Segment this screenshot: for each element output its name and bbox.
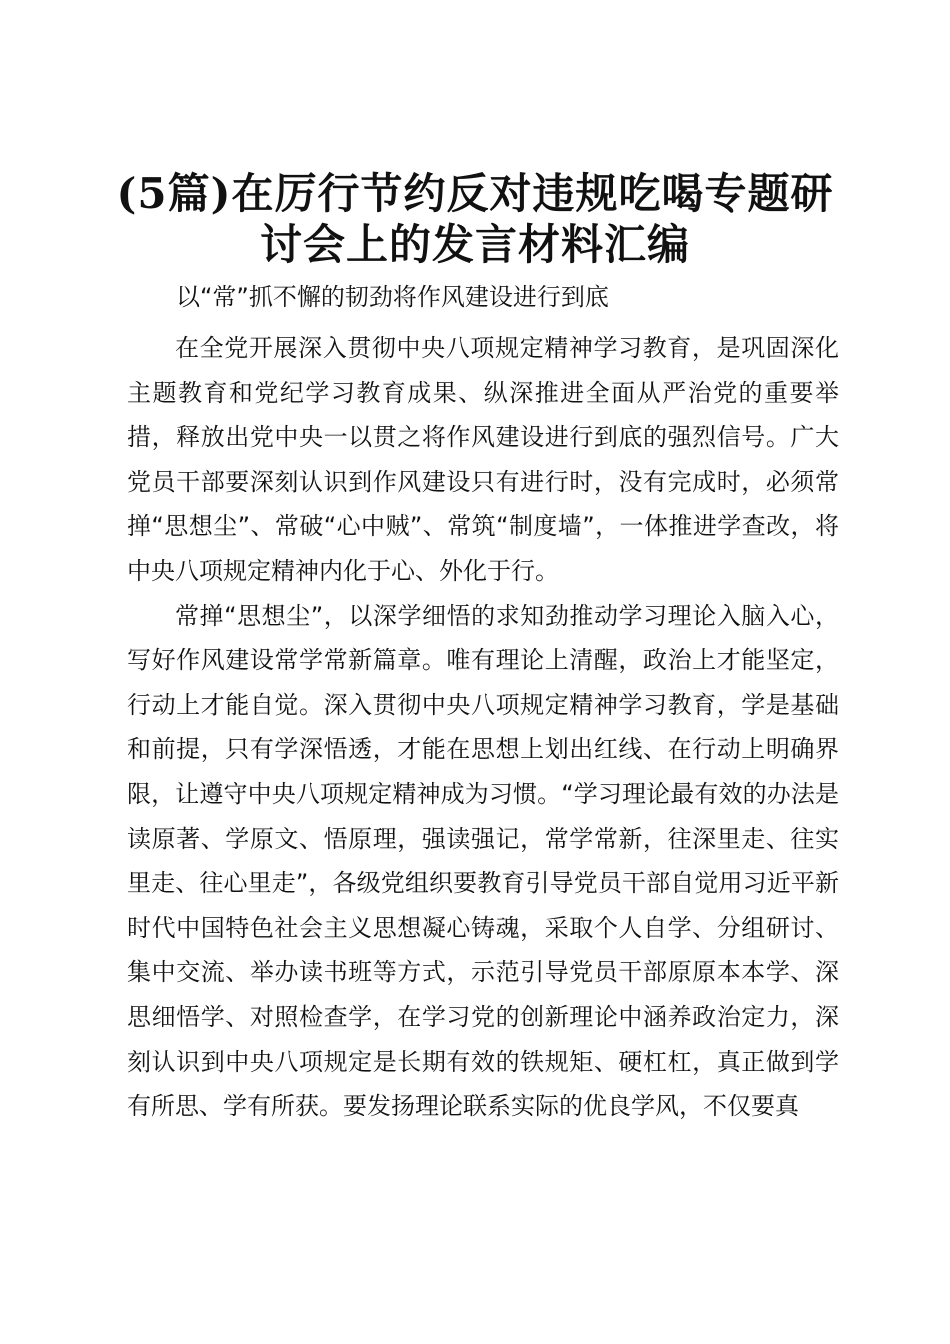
document-body [127,326,839,1129]
paragraph-1: 在全党开展深入贯彻中央八项规定精神学习教育，是巩固深化主题教育和党纪学习教育成果、纵深推进全面从严治党的重要举措，释放出党中央一以贯之将作风建设进行到底的强烈信号。广大党员干部要深刻认识到作风建设只有进行时，没有完成时，必须常掸“思想尘”、常破“心中贼”、常筑“制度墙”，一体推进学查改，将中央八项规定精神内化于心、外化于行。 [127,334,839,585]
paragraph-2: 常掸“思想尘”，以深学细悟的求知劲推动学习理论入脑入心，写好作风建设常学常新篇章。唯有理论上清醒，政治上才能坚定，行动上才能自觉。深入贯彻中央八项规定精神学习教育，学是基础和前提，只有学深悟透，才能在思想上划出红线、在行动上明确界限，让遵守中央八项规定精神成为习惯。“学习理论最有效的办法是读原著、学原文、悟原理，强读强记，常学常新，往深里走、往实里走、往心里走”，各级党组织要教育引导党员干部自觉用习近平新时代中国特色社会主义思想凝心铸魂，采取个人自学、分组研讨、集中交流、举办读书班等方式，示范引导党员干部原原本本学、深思细悟学、对照检查学，在学习党的创新理论中涵养政治定力，深刻认识到中央八项规定是长期有效的铁规矩、硬杠杠，真正做到学有所思、学有所获。要发扬理论联系实际的优良学风，不仅要真 [127,601,839,1121]
document-subtitle: 以“常”抓不懈的韧劲将作风建设进行到底 [176,283,609,311]
document-title: (5篇)在厉行节约反对违规吃喝专题研讨会上的发言材料汇编 [116,169,834,269]
